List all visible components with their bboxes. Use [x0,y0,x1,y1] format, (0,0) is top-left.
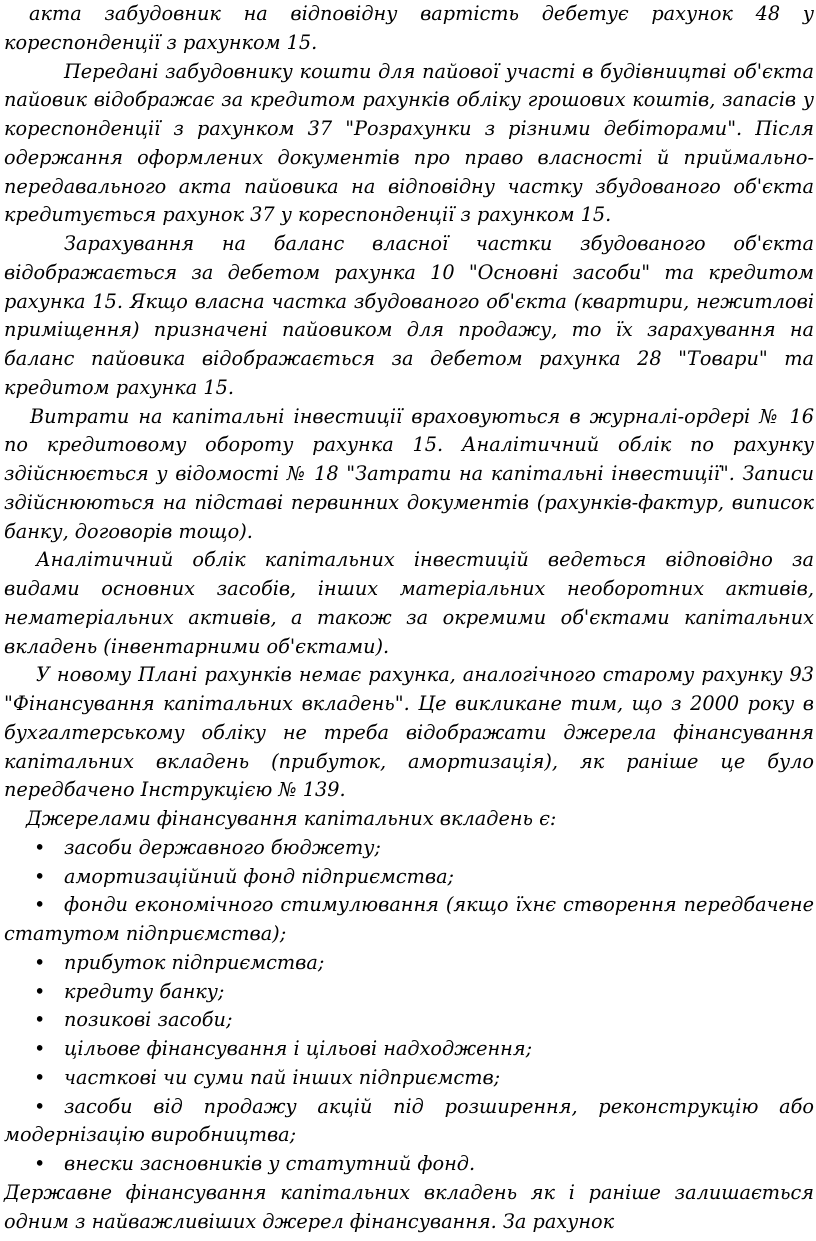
paragraph-1: акта забудовник на відповідну вартість дебетує рахунок 48 у кореспонденції з рахунком 15. [4,2,814,54]
list-item [4,1093,814,1151]
list-item [4,1064,814,1093]
list-item-text: амортизаційний фонд підприємства; [64,864,455,888]
list-item-text: часткові чи суми пай інших підприємств; [64,1065,501,1089]
bullet-icon: • [34,1094,46,1118]
list-item [4,834,814,863]
list-item-text: позикові засоби; [64,1008,233,1032]
list-item-text: внески засновників у статутний фонд. [64,1152,476,1175]
list-item [4,891,814,949]
bullet-icon: • [34,893,46,917]
list-item [4,863,814,892]
bullet-icon: • [34,1037,46,1060]
paragraph-2: Передані забудовнику кошти для пайової участі в будівництві об'єкта пайовик відображає за кредитом рахунків обліку грошових коштів, запасів у кореспонденції з рахунком 37 "Розрахунки з різними дебіторами". Після одержання оформлених документів про право власності й приймально-передавального акта пайовика на відповідну частку збудованого об'єкта кредитується рахунок 37 у кореспонденції з рахунком 15. [4,59,814,227]
list-item [4,978,814,1007]
paragraph-6: У новому Плані рахунків немає рахунка, аналогічного старому рахунку 93 "Фінансування капітальних вкладень". Це викликане тим, що з 2000 року в бухгалтерському обліку не треба відображати джерела фінансування капітальних вкладень (прибуток, амортизація), як раніше це було передбачено Інструкцією № 139. [4,663,814,802]
bullet-icon: • [34,979,46,1003]
list-item-text: прибуток підприємства; [64,950,325,974]
list-item [4,1150,814,1179]
bullet-icon: • [34,1152,46,1175]
paragraph-4: Витрати на капітальні інвестиції враховуються в журналі-ордері № 16 по кредитовому обороту рахунка 15. Аналітичний облік по рахунку здійснюється у відомості № 18 "Затрати на капітальні інвестиції". Записи здійснюються на підставі первинних документів (рахунків-фактур, виписок банку, договорів тощо). [4,404,814,543]
list-item-text: цільове фінансування і цільові надходження; [64,1037,533,1060]
paragraph-5: Аналітичний облік капітальних інвестицій ведеться відповідно за видами основних засобів, інших матеріальних необоротних активів, нематеріальних активів, а також за окремими об'єктами капітальних вкладень (інвентарними об'єктами). [4,548,814,658]
bullet-icon: • [34,1008,46,1032]
list-item-text: засоби державного бюджету; [64,835,381,859]
list-item [4,949,814,978]
bullet-icon: • [34,950,46,974]
bullet-icon: • [34,835,46,859]
list-item-text: фонди економічного стимулювання (якщо їхнє створення передбачене статутом підприємства); [4,893,814,945]
paragraph-3: Зарахування на баланс власної частки збудованого об'єкта відображається за дебетом рахунка 10 "Основні засоби" та кредитом рахунка 15. Якщо власна частка збудованого об'єкта (квартири, нежитлові приміщення) призначені пайовиком для продажу, то їх зарахування на баланс пайовика відображається за дебетом рахунка 28 "Товари" та кредитом рахунка 15. [4,232,814,399]
list-item [4,1035,814,1064]
closing-paragraph: Державне фінансування капітальних вкладень як і раніше залишається одним з найважливіших джерел фінансування. За рахунок [4,1180,814,1233]
list-item-text: засоби від продажу акцій під розширення, реконструкцію або модернізацію виробництва; [4,1094,814,1147]
list-item-text: кредиту банку; [64,979,225,1003]
paragraph-7: Джерелами фінансування капітальних вкладень є: [26,807,557,830]
bullet-icon: • [34,1065,46,1089]
bullet-icon: • [34,864,46,888]
list-item [4,1006,814,1035]
funding-sources-list [4,834,814,1179]
